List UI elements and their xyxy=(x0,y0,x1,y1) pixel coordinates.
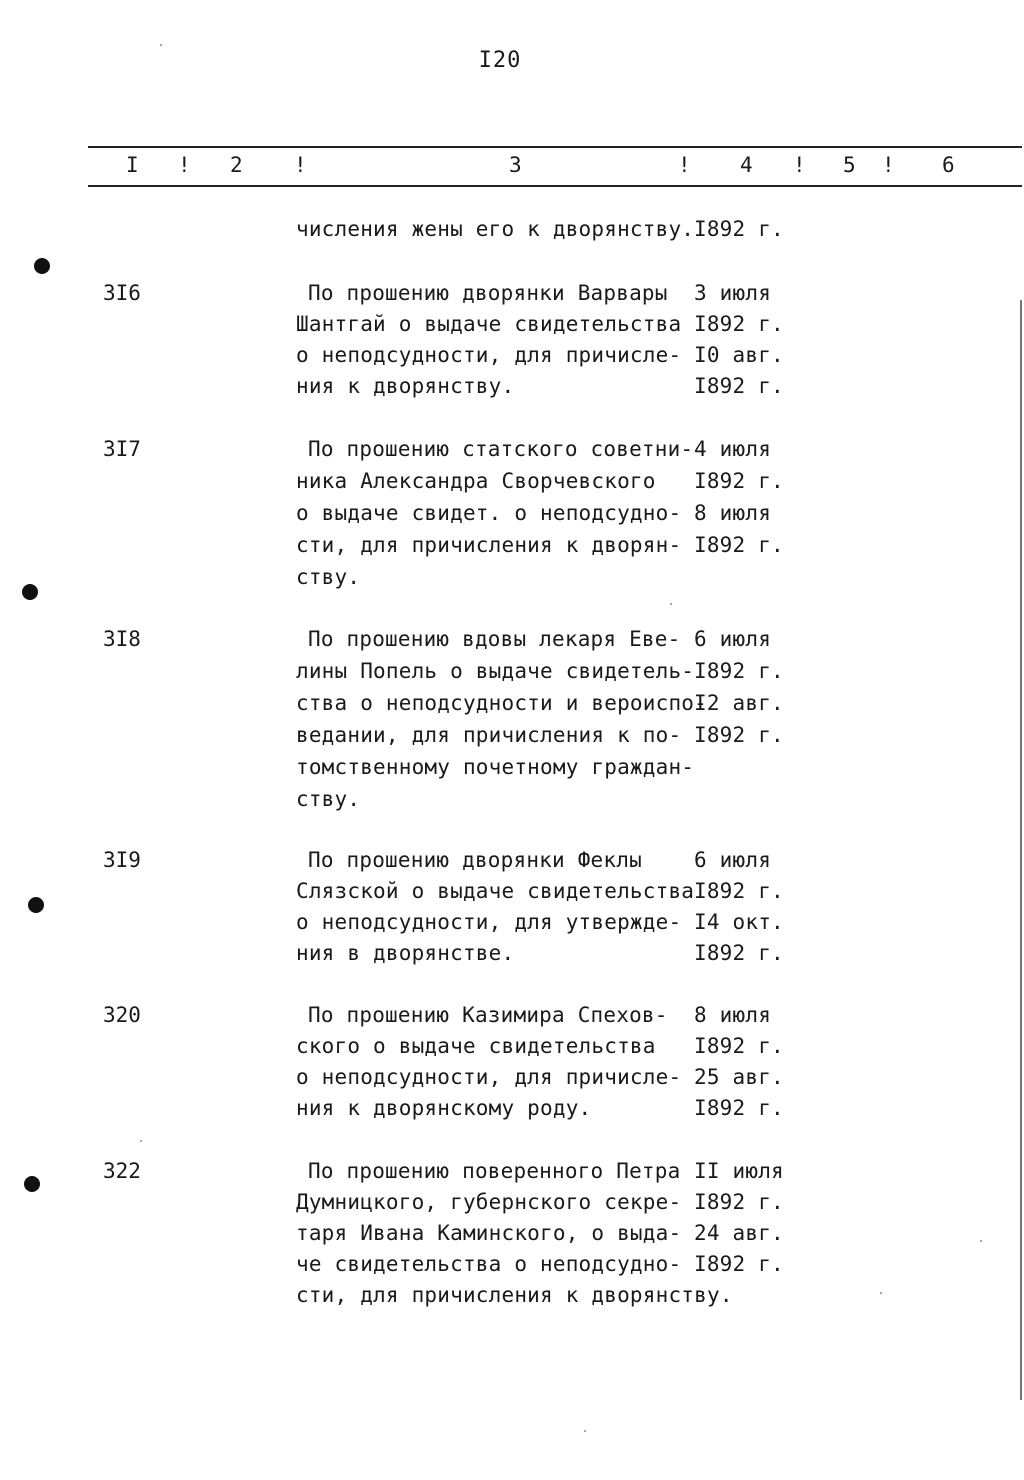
column-header-5: 5 xyxy=(843,153,856,177)
entry-text-line: томственному почетному граждан- xyxy=(296,755,695,779)
entry-date: 6 июля xyxy=(694,848,772,872)
column-separator: ! xyxy=(793,153,806,177)
entry-date: I892 г. xyxy=(694,312,784,336)
entry-date: I892 г. xyxy=(694,469,784,493)
entry-text-line: По прошению статского советни- xyxy=(308,437,694,461)
entry-text-line: ния к дворянскому роду. xyxy=(296,1096,592,1120)
entry-text-line: ника Александра Сворчевского xyxy=(296,469,656,493)
entry-text-line: По прошению дворянки Варвары xyxy=(308,281,668,305)
entry-date: I892 г. xyxy=(694,941,784,965)
entry-date: 24 авг. xyxy=(694,1221,784,1245)
page-edge xyxy=(1020,300,1022,1400)
column-header-3: 3 xyxy=(509,153,522,177)
column-header-1: I xyxy=(126,153,139,177)
scan-speck xyxy=(980,1240,982,1242)
column-header-2: 2 xyxy=(230,153,243,177)
scan-speck xyxy=(140,1140,142,1142)
entry-text-line: По прошению Казимира Спехов- xyxy=(308,1003,668,1027)
column-header-6: 6 xyxy=(942,153,955,177)
entry-text-line: ведании, для причисления к по- xyxy=(296,723,682,747)
punch-hole xyxy=(22,584,38,600)
entry-text-line: ния к дворянству. xyxy=(296,374,515,398)
entry-date: I892 г. xyxy=(694,1252,784,1276)
table-header-bottom-rule xyxy=(88,185,1022,187)
entry-text-line: лины Попель о выдаче свидетель- xyxy=(296,659,695,683)
column-separator: ! xyxy=(178,153,191,177)
entry-date: 8 июля xyxy=(694,1003,772,1027)
entry-date: 8 июля xyxy=(694,501,772,525)
punch-hole xyxy=(28,897,44,913)
entry-text-line: ского о выдаче свидетельства xyxy=(296,1034,656,1058)
entry-date: I892 г. xyxy=(694,723,784,747)
page-number: I20 xyxy=(478,48,522,73)
entry-date: 6 июля xyxy=(694,627,772,651)
scan-speck xyxy=(584,1430,586,1432)
scan-speck xyxy=(670,603,672,605)
column-separator: ! xyxy=(882,153,895,177)
entry-text-line: ству. xyxy=(296,565,361,589)
entry-text-line: че свидетельства о неподсудно- xyxy=(296,1252,682,1276)
entry-text-line: о неподсудности, для причисле- xyxy=(296,343,682,367)
entry-number: 3I7 xyxy=(103,437,141,461)
entry-date: 4 июля xyxy=(694,437,772,461)
entry-date: I4 окт. xyxy=(694,910,784,934)
entry-number: 3I9 xyxy=(103,848,141,872)
entry-text-line: сти, для причисления к дворянству. xyxy=(296,1283,733,1307)
entry-date: I892 г. xyxy=(694,374,784,398)
entry-date: I0 авг. xyxy=(694,343,784,367)
entry-date: II июля xyxy=(694,1159,784,1183)
entry-text-line: Шантгай о выдаче свидетельства xyxy=(296,312,682,336)
entry-text-line: ния в дворянстве. xyxy=(296,941,515,965)
entry-text-line: сти, для причисления к дворян- xyxy=(296,533,682,557)
entry-text-line: таря Ивана Каминского, о выда- xyxy=(296,1221,682,1245)
entry-date: I892 г. xyxy=(694,533,784,557)
column-header-4: 4 xyxy=(740,153,753,177)
entry-number: 322 xyxy=(103,1159,141,1183)
entry-text-line: ству. xyxy=(296,787,361,811)
entry-number: 320 xyxy=(103,1003,141,1027)
punch-hole xyxy=(24,1176,40,1192)
entry-date: I892 г. xyxy=(694,217,784,241)
scan-speck xyxy=(880,1292,882,1294)
column-separator: ! xyxy=(294,153,307,177)
entry-text-line: о неподсудности, для причисле- xyxy=(296,1065,682,1089)
entry-text-line: о выдаче свидет. о неподсудно- xyxy=(296,501,682,525)
entry-number: 3I6 xyxy=(103,281,141,305)
entry-date: 25 авг. xyxy=(694,1065,784,1089)
entry-date: I2 авг. xyxy=(694,691,784,715)
entry-date: I892 г. xyxy=(694,659,784,683)
entry-text-line: Думницкого, губернского секре- xyxy=(296,1190,682,1214)
entry-date: I892 г. xyxy=(694,1096,784,1120)
entry-date: I892 г. xyxy=(694,879,784,903)
entry-number: 3I8 xyxy=(103,627,141,651)
entry-text-line: По прошению дворянки Феклы xyxy=(308,848,642,872)
entry-text-line: По прошению вдовы лекаря Еве- xyxy=(308,627,681,651)
column-separator: ! xyxy=(678,153,691,177)
table-header-top-rule xyxy=(88,146,1022,148)
entry-text-line: Слязской о выдаче свидетельства xyxy=(296,879,695,903)
entry-date: 3 июля xyxy=(694,281,772,305)
entry-text-line: По прошению поверенного Петра xyxy=(308,1159,681,1183)
punch-hole xyxy=(34,258,50,274)
entry-date: I892 г. xyxy=(694,1034,784,1058)
scan-speck xyxy=(160,44,162,46)
entry-text-line: числения жены его к дворянству. xyxy=(296,217,695,241)
entry-date: I892 г. xyxy=(694,1190,784,1214)
entry-text-line: ства о неподсудности и вероиспо- xyxy=(296,691,707,715)
entry-text-line: о неподсудности, для утвержде- xyxy=(296,910,682,934)
